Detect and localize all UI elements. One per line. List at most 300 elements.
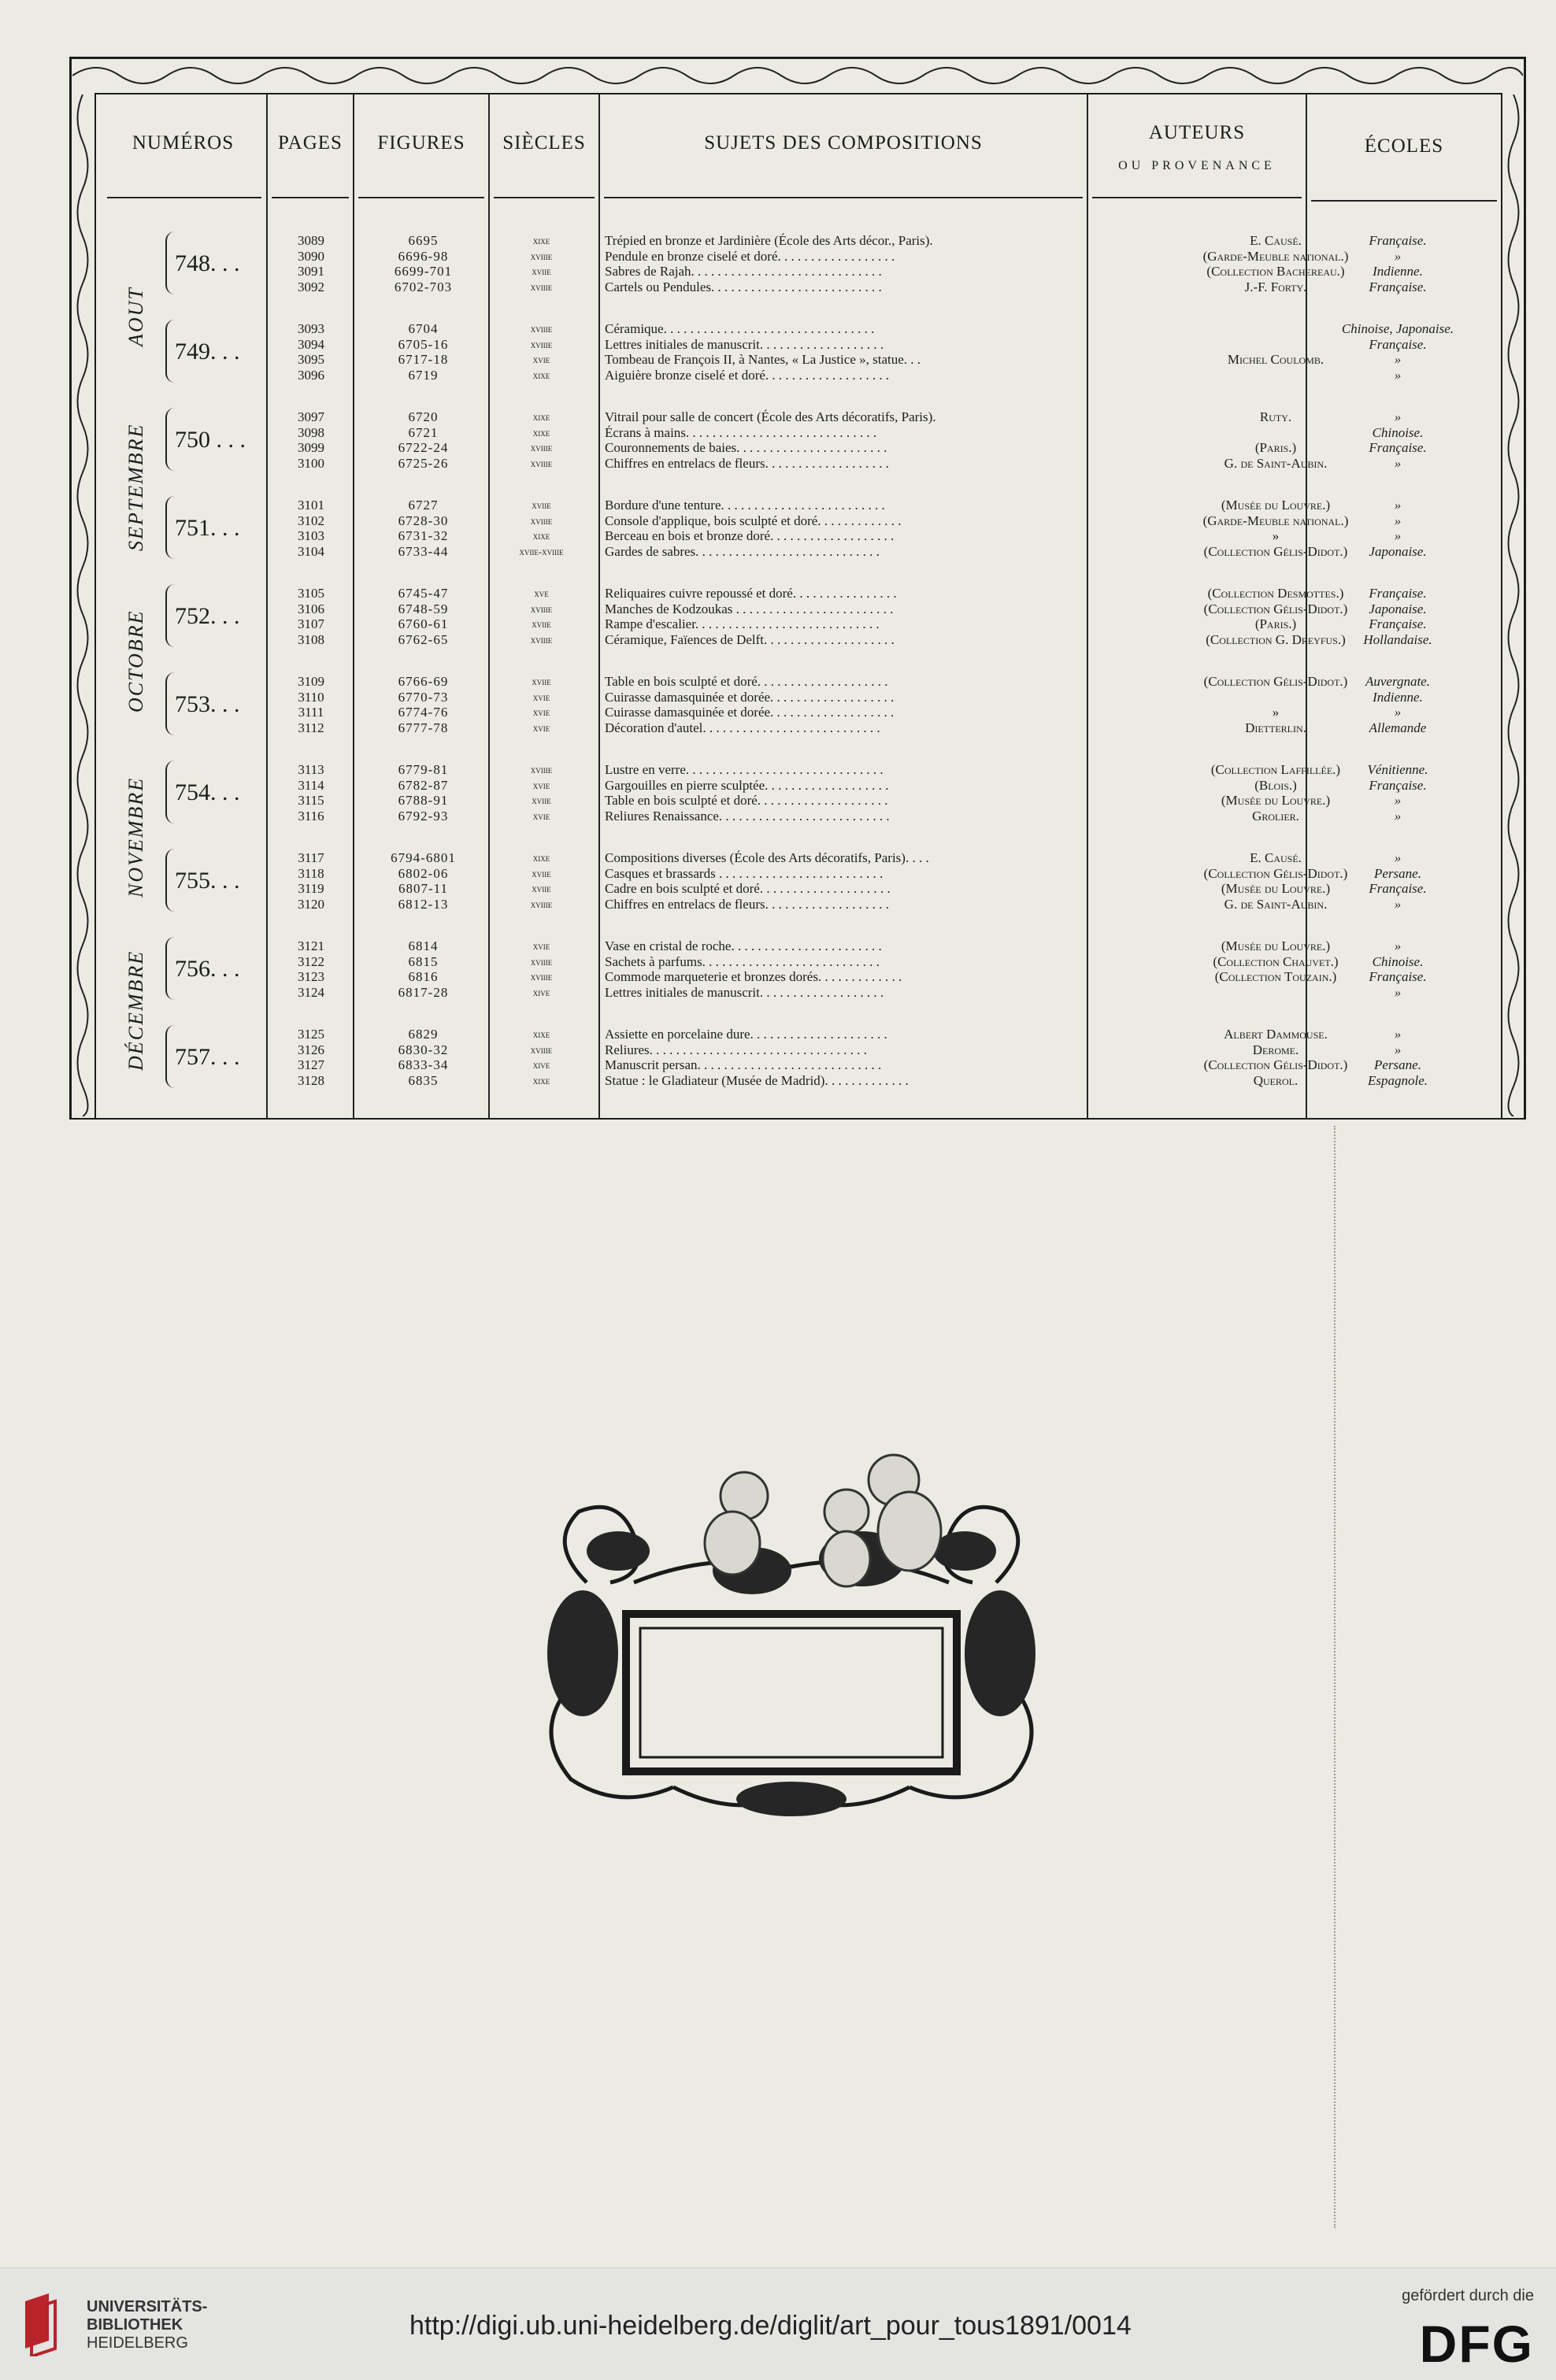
- sujet-cell: Décoration d'autel. . . . . . . . . . . . . . . . . . . . . . . . . . .: [605, 720, 880, 735]
- figure-cell: 6705-16: [398, 336, 449, 352]
- page-cell: 3128: [298, 1072, 324, 1088]
- auteur-cell: Grolier.: [1252, 808, 1299, 824]
- ecole-cell: »: [1394, 409, 1402, 424]
- table-row: [0, 881, 1556, 896]
- library-name: [87, 2298, 207, 2352]
- figure-cell: 6696-98: [398, 248, 449, 264]
- table-row: [0, 264, 1556, 279]
- sujet-cell: Table en bois sculpté et doré. . . . . . . . . . . . . . . . . . . .: [605, 793, 888, 808]
- frame-bottom: [69, 1118, 1526, 1120]
- ecole-cell: »: [1394, 1027, 1402, 1042]
- page-gutter-dots: [1334, 1126, 1336, 2228]
- page-cell: 3123: [298, 969, 324, 984]
- table-row: [0, 352, 1556, 367]
- table-row: [0, 321, 1556, 336]
- auteur-cell: (Collection Gélis-Didot.): [1203, 543, 1348, 559]
- ecole-cell: Persane.: [1374, 1057, 1421, 1072]
- siecle-cell: xviiie: [530, 764, 553, 775]
- figure-cell: 6725-26: [398, 455, 449, 471]
- page-cell: 3113: [298, 762, 324, 777]
- page-cell: 3110: [298, 689, 324, 705]
- figure-cell: 6766-69: [398, 674, 449, 689]
- siecle-cell: xixe: [532, 235, 550, 246]
- figure-cell: 6733-44: [398, 543, 449, 559]
- ecole-cell: Chinoise, Japonaise.: [1341, 321, 1454, 336]
- university-library-logo-icon: [17, 2293, 72, 2356]
- ecole-cell: »: [1394, 513, 1402, 528]
- page-cell: 3125: [298, 1027, 324, 1042]
- table-row: [0, 1073, 1556, 1088]
- sujet-cell: Reliquaires cuivre repoussé et doré. . . . . . . . . . . . . . . .: [605, 586, 897, 601]
- figure-cell: 6720: [408, 409, 439, 424]
- table-row: [0, 778, 1556, 793]
- library-name-line2: BIBLIOTHEK: [87, 2316, 183, 2334]
- siecle-cell: xive: [532, 986, 550, 998]
- figure-cell: 6745-47: [398, 586, 449, 601]
- siecle-cell: xvie: [532, 706, 550, 718]
- table-row: [0, 897, 1556, 912]
- numero-label: 754. . .: [175, 779, 240, 805]
- auteur-cell: (Collection G. Dreyfus.): [1206, 631, 1346, 647]
- ecole-cell: Française.: [1369, 881, 1427, 896]
- figure-cell: 6794-6801: [391, 850, 456, 865]
- sujet-cell: Céramique. . . . . . . . . . . . . . . . . . . . . . . . . . . . . . . .: [605, 321, 875, 336]
- figure-cell: 6770-73: [398, 689, 449, 705]
- sujet-cell: Gardes de sabres. . . . . . . . . . . . . . . . . . . . . . . . . . . .: [605, 543, 880, 559]
- auteur-cell: (Garde-Meuble national.): [1202, 513, 1349, 528]
- figure-cell: 6782-87: [398, 777, 449, 793]
- table-row: [0, 969, 1556, 984]
- siecle-cell: xviiie: [530, 971, 553, 983]
- page-cell: 3098: [298, 424, 324, 440]
- auteur-cell: Querol.: [1253, 1072, 1299, 1088]
- source-url-link[interactable]: http://digi.ub.uni-heidelberg.de/diglit/art_pour_tous1891/0014: [409, 2311, 1132, 2341]
- sujet-cell: Reliures Renaissance. . . . . . . . . . . . . . . . . . . . . . . . . .: [605, 808, 890, 824]
- ecole-cell: Indienne.: [1373, 689, 1423, 705]
- table-row: [0, 586, 1556, 601]
- header-rule-3: [358, 197, 484, 198]
- cherub-cartouche-ornament: [516, 1449, 1067, 1827]
- numero-label: 748. . .: [175, 250, 240, 276]
- sujet-cell: Lustre en verre. . . . . . . . . . . . . . . . . . . . . . . . . . . . . .: [605, 762, 884, 777]
- auteur-cell: Michel Coulomb.: [1227, 352, 1324, 367]
- sujet-cell: Lettres initiales de manuscrit. . . . . . . . . . . . . . . . . . .: [605, 336, 884, 352]
- auteur-cell: (Collection Laffillée.): [1210, 762, 1341, 777]
- auteur-cell: (Collection Bachereau.): [1206, 264, 1345, 279]
- ecole-cell: Hollandaise.: [1363, 631, 1432, 647]
- sujet-cell: Chiffres en entrelacs de fleurs. . . . . . . . . . . . . . . . . . .: [605, 896, 889, 912]
- frame-top-inner: [94, 93, 1501, 94]
- header-rule-5: [604, 197, 1083, 198]
- sujet-cell: Sachets à parfums. . . . . . . . . . . . . . . . . . . . . . . . . . .: [605, 953, 880, 969]
- header-ecoles: ÉCOLES: [1364, 135, 1444, 157]
- siecle-cell: xixe: [532, 1028, 550, 1040]
- ecole-cell: Française.: [1369, 336, 1427, 352]
- ecole-cell: Persane.: [1374, 865, 1421, 881]
- ecole-cell: »: [1394, 705, 1402, 720]
- ecole-cell: »: [1394, 850, 1402, 865]
- siecle-cell: xviiie: [530, 338, 553, 350]
- page-cell: 3121: [298, 938, 324, 953]
- numero-label: 749. . .: [175, 339, 240, 365]
- footer-banner: [0, 2267, 1556, 2380]
- siecle-cell: xvie: [532, 353, 550, 365]
- sujet-cell: Gargouilles en pierre sculptée. . . . . . . . . . . . . . . . . . .: [605, 777, 889, 793]
- figure-cell: 6699-701: [394, 264, 453, 279]
- page-cell: 3114: [298, 777, 324, 793]
- siecle-cell: xvie: [532, 940, 550, 952]
- sujet-cell: Cartels ou Pendules. . . . . . . . . . . . . . . . . . . . . . . . . .: [605, 279, 882, 294]
- auteur-cell: Ruty.: [1259, 409, 1292, 424]
- sujet-cell: Commode marqueterie et bronzes dorés. . . . . . . . . . . . .: [605, 969, 902, 984]
- siecle-cell: xviiie: [530, 633, 553, 646]
- siecle-cell: xvie: [532, 721, 550, 734]
- table-row: [0, 425, 1556, 440]
- figure-cell: 6702-703: [394, 279, 453, 294]
- sujet-cell: Reliures. . . . . . . . . . . . . . . . . . . . . . . . . . . . . . . . .: [605, 1042, 867, 1057]
- page-cell: 3101: [298, 498, 324, 513]
- page-cell: 3090: [298, 248, 324, 264]
- auteur-cell: (Blois.): [1254, 777, 1297, 793]
- header-sujets: SUJETS DES COMPOSITIONS: [704, 132, 983, 154]
- ecole-cell: Française.: [1369, 969, 1427, 984]
- ecole-cell: Japonaise.: [1369, 601, 1427, 616]
- table-row: [0, 632, 1556, 647]
- ecole-cell: Auvergnate.: [1365, 674, 1430, 689]
- ecole-cell: Espagnole.: [1367, 1072, 1428, 1088]
- table-row: [0, 249, 1556, 264]
- sujet-cell: Console d'applique, bois sculpté et doré. . . . . . . . . . . . .: [605, 513, 902, 528]
- ecole-cell: Française.: [1369, 440, 1427, 455]
- siecle-cell: xviiie: [530, 602, 553, 615]
- sujet-cell: Assiette en porcelaine dure. . . . . . . . . . . . . . . . . . . . .: [605, 1027, 887, 1042]
- library-name-line3: HEIDELBERG: [87, 2334, 188, 2352]
- siecle-cell: xvie: [532, 779, 550, 791]
- sujet-cell: Couronnements de baies. . . . . . . . . . . . . . . . . . . . . . .: [605, 440, 887, 455]
- page-cell: 3094: [298, 336, 324, 352]
- sujet-cell: Tombeau de François II, à Nantes, « La Justice », statue. . .: [605, 352, 921, 367]
- ecole-cell: »: [1394, 248, 1402, 264]
- table-row: [0, 674, 1556, 689]
- header-rule-1: [107, 197, 261, 198]
- table-row: [0, 1042, 1556, 1057]
- figure-cell: 6816: [408, 969, 439, 984]
- sujet-cell: Cadre en bois sculpté et doré. . . . . . . . . . . . . . . . . . . .: [605, 881, 891, 896]
- table-row: [0, 616, 1556, 631]
- sujet-cell: Casques et brassards . . . . . . . . . . . . . . . . . . . . . . . . .: [605, 865, 884, 881]
- siecle-cell: xixe: [532, 1074, 550, 1086]
- siecle-cell: xve: [534, 587, 549, 599]
- funded-by-label: gefördert durch die: [1402, 2287, 1534, 2304]
- table-row: [0, 1057, 1556, 1072]
- vine-border-top: [72, 60, 1523, 91]
- figure-cell: 6777-78: [398, 720, 449, 735]
- page-cell: 3118: [298, 865, 324, 881]
- page-cell: 3093: [298, 321, 324, 336]
- siecle-cell: xvie: [532, 809, 550, 822]
- figure-cell: 6774-76: [398, 705, 449, 720]
- page-cell: 3092: [298, 279, 324, 294]
- table-row: [0, 456, 1556, 471]
- frame-top-outer: [69, 57, 1526, 59]
- figure-cell: 6835: [408, 1072, 439, 1088]
- page-cell: 3097: [298, 409, 324, 424]
- siecle-cell: xviiie: [530, 280, 553, 293]
- sujet-cell: Rampe d'escalier. . . . . . . . . . . . . . . . . . . . . . . . . . . .: [605, 616, 880, 631]
- sujet-cell: Chiffres en entrelacs de fleurs. . . . . . . . . . . . . . . . . . .: [605, 455, 889, 471]
- ecole-cell: »: [1394, 352, 1402, 367]
- header-rule-6: [1092, 197, 1302, 198]
- page-cell: 3122: [298, 953, 324, 969]
- page-cell: 3100: [298, 455, 324, 471]
- table-row: [0, 409, 1556, 424]
- figure-cell: 6721: [408, 424, 439, 440]
- auteur-cell: »: [1272, 705, 1280, 720]
- sujet-cell: Sabres de Rajah. . . . . . . . . . . . . . . . . . . . . . . . . . . . .: [605, 264, 882, 279]
- siecle-cell: xviie: [532, 499, 551, 511]
- figure-cell: 6829: [408, 1027, 439, 1042]
- page-cell: 3116: [298, 808, 324, 824]
- ecole-cell: »: [1394, 367, 1402, 383]
- table-row: [0, 368, 1556, 383]
- siecle-cell: xviiie: [530, 457, 553, 469]
- page-cell: 3105: [298, 586, 324, 601]
- siecle-cell: xixe: [532, 368, 550, 381]
- ecole-cell: »: [1394, 984, 1402, 1000]
- figure-cell: 6812-13: [398, 896, 449, 912]
- auteur-cell: (Musée du Louvre.): [1221, 793, 1331, 808]
- auteur-cell: (Musée du Louvre.): [1221, 881, 1331, 896]
- figure-cell: 6762-65: [398, 631, 449, 647]
- numero-label: 753. . .: [175, 691, 240, 717]
- siecle-cell: xviiie: [530, 898, 553, 910]
- auteur-cell: (Garde-Meuble national.): [1202, 248, 1349, 264]
- table-row: [0, 513, 1556, 528]
- sujet-cell: Écrans à mains. . . . . . . . . . . . . . . . . . . . . . . . . . . . .: [605, 424, 877, 440]
- sujet-cell: Berceau en bois et bronze doré. . . . . . . . . . . . . . . . . . .: [605, 528, 895, 543]
- sujet-cell: Trépied en bronze et Jardinière (École des Arts décor., Paris).: [605, 233, 933, 248]
- header-provenance: OU PROVENANCE: [1118, 159, 1276, 172]
- auteur-cell: (Musée du Louvre.): [1221, 498, 1331, 513]
- sujet-cell: Pendule en bronze ciselé et doré. . . . . . . . . . . . . . . . . .: [605, 248, 895, 264]
- table-row: [0, 1027, 1556, 1042]
- auteur-cell: Dietterlin.: [1245, 720, 1306, 735]
- page-cell: 3104: [298, 543, 324, 559]
- auteur-cell: E. Causé.: [1250, 233, 1302, 248]
- siecle-cell: xive: [532, 1059, 550, 1071]
- table-row: [0, 938, 1556, 953]
- header-auteurs: AUTEURS: [1148, 122, 1246, 143]
- month-novembre: NOVEMBRE: [124, 776, 147, 898]
- table-row: [0, 528, 1556, 543]
- table-row: [0, 954, 1556, 969]
- siecle-cell: xviie: [532, 618, 551, 630]
- siecle-cell: xviie: [532, 676, 551, 687]
- figure-cell: 6792-93: [398, 808, 449, 824]
- figure-cell: 6704: [408, 321, 439, 336]
- header-rule-7: [1311, 200, 1497, 202]
- month-decembre: DÉCEMBRE: [124, 949, 147, 1071]
- siecle-cell: xviiie: [530, 514, 553, 527]
- sujet-cell: Cuirasse damasquinée et dorée. . . . . . . . . . . . . . . . . . .: [605, 705, 895, 720]
- ecole-cell: Chinoise.: [1372, 953, 1424, 969]
- figure-cell: 6748-59: [398, 601, 449, 616]
- sujet-cell: Cuirasse damasquinée et dorée. . . . . . . . . . . . . . . . . . .: [605, 689, 895, 705]
- page-cell: 3109: [298, 674, 324, 689]
- table-row: [0, 337, 1556, 352]
- sujet-cell: Aiguière bronze ciselé et doré. . . . . . . . . . . . . . . . . . .: [605, 367, 890, 383]
- table-row: [0, 705, 1556, 720]
- ecole-cell: Japonaise.: [1369, 543, 1427, 559]
- figure-cell: 6814: [408, 938, 439, 953]
- numero-label: 752. . .: [175, 603, 240, 629]
- dfg-logo: DFG: [1419, 2315, 1534, 2373]
- numero-label: 757. . .: [175, 1044, 240, 1070]
- header-numeros: NUMÉROS: [132, 132, 235, 154]
- siecle-cell: xviie: [532, 867, 551, 879]
- month-septembre: SEPTEMBRE: [124, 423, 147, 551]
- auteur-cell: (Collection Gélis-Didot.): [1203, 601, 1348, 616]
- page-cell: 3099: [298, 440, 324, 455]
- sujet-cell: Céramique, Faïences de Delft. . . . . . . . . . . . . . . . . . . .: [605, 631, 895, 647]
- table-row: [0, 793, 1556, 808]
- figure-cell: 6817-28: [398, 984, 449, 1000]
- header-siecles: SIÈCLES: [502, 132, 586, 154]
- sujet-cell: Statue : le Gladiateur (Musée de Madrid). . . . . . . . . . . . .: [605, 1072, 909, 1088]
- figure-cell: 6802-06: [398, 865, 449, 881]
- figure-cell: 6830-32: [398, 1042, 449, 1057]
- sujet-cell: Manches de Kodzoukas . . . . . . . . . . . . . . . . . . . . . . . .: [605, 601, 894, 616]
- auteur-cell: (Collection Chauvet.): [1213, 953, 1339, 969]
- siecle-cell: xviiie: [530, 955, 553, 968]
- auteur-cell: »: [1272, 528, 1280, 543]
- siecle-cell: xviiie: [530, 250, 553, 262]
- siecle-cell: xviie: [532, 883, 551, 894]
- sujet-cell: Vase en cristal de roche. . . . . . . . . . . . . . . . . . . . . . .: [605, 938, 882, 953]
- header-figures: FIGURES: [377, 132, 465, 154]
- siecle-cell: xvie: [532, 690, 550, 703]
- page-cell: 3126: [298, 1042, 324, 1057]
- figure-cell: 6788-91: [398, 793, 449, 808]
- table-row: [0, 440, 1556, 455]
- numero-label: 750 . . .: [175, 427, 246, 453]
- table-row: [0, 850, 1556, 865]
- siecle-cell: xixe: [532, 530, 550, 542]
- auteur-cell: (Collection Gélis-Didot.): [1203, 674, 1348, 689]
- auteur-cell: (Collection Desmottes.): [1207, 586, 1344, 601]
- page-cell: 3108: [298, 631, 324, 647]
- siecle-cell: xviiie: [530, 323, 553, 335]
- table-row: [0, 866, 1556, 881]
- ecole-cell: Française.: [1369, 233, 1427, 248]
- page-cell: 3112: [298, 720, 324, 735]
- ecole-cell: Allemande: [1369, 720, 1427, 735]
- table-row: [0, 279, 1556, 294]
- auteur-cell: E. Causé.: [1250, 850, 1302, 865]
- ecole-cell: »: [1394, 896, 1402, 912]
- figure-cell: 6695: [408, 233, 439, 248]
- table-row: [0, 233, 1556, 248]
- page-cell: 3106: [298, 601, 324, 616]
- auteur-cell: J.-F. Forty.: [1244, 279, 1307, 294]
- figure-cell: 6833-34: [398, 1057, 449, 1072]
- page-cell: 3115: [298, 793, 324, 808]
- page-cell: 3124: [298, 984, 324, 1000]
- siecle-cell: xviiie: [530, 442, 553, 453]
- header-pages: PAGES: [278, 132, 343, 154]
- table-row: [0, 985, 1556, 1000]
- siecle-cell: xixe: [532, 426, 550, 439]
- auteur-cell: Derome.: [1252, 1042, 1299, 1057]
- figure-cell: 6779-81: [398, 762, 449, 777]
- ecole-cell: Française.: [1369, 586, 1427, 601]
- siecle-cell: xviie: [532, 794, 551, 806]
- ecole-cell: »: [1394, 498, 1402, 513]
- sujet-cell: Bordure d'une tenture. . . . . . . . . . . . . . . . . . . . . . . . .: [605, 498, 885, 513]
- figure-cell: 6727: [408, 498, 439, 513]
- figure-cell: 6728-30: [398, 513, 449, 528]
- figure-cell: 6731-32: [398, 528, 449, 543]
- table-row: [0, 720, 1556, 735]
- figure-cell: 6815: [408, 953, 439, 969]
- auteur-cell: (Collection Gélis-Didot.): [1203, 1057, 1348, 1072]
- table-row: [0, 498, 1556, 513]
- ecole-cell: »: [1394, 793, 1402, 808]
- month-aout: AOUT: [124, 287, 147, 346]
- header-rule-2: [272, 197, 349, 198]
- figure-cell: 6717-18: [398, 352, 449, 367]
- figure-cell: 6722-24: [398, 440, 449, 455]
- page-cell: 3102: [298, 513, 324, 528]
- page-cell: 3117: [298, 850, 324, 865]
- table-row: [0, 809, 1556, 824]
- page-cell: 3096: [298, 367, 324, 383]
- siecle-cell: xviiie: [530, 1043, 553, 1056]
- sujet-cell: Vitrail pour salle de concert (École des Arts décoratifs, Paris).: [605, 409, 936, 424]
- ecole-cell: Française.: [1369, 777, 1427, 793]
- page-cell: 3119: [298, 881, 324, 896]
- page-cell: 3089: [298, 233, 324, 248]
- library-name-line1: UNIVERSITÄTS-: [87, 2298, 208, 2315]
- page-cell: 3120: [298, 896, 324, 912]
- auteur-cell: (Collection Gélis-Didot.): [1203, 865, 1348, 881]
- siecle-cell: xviie-xviiie: [519, 545, 564, 557]
- page-cell: 3091: [298, 264, 324, 279]
- auteur-cell: Albert Dammouse.: [1224, 1027, 1328, 1042]
- ecole-cell: »: [1394, 1042, 1402, 1057]
- ecole-cell: Vénitienne.: [1367, 762, 1428, 777]
- sujet-cell: Manuscrit persan. . . . . . . . . . . . . . . . . . . . . . . . . . . .: [605, 1057, 882, 1072]
- ecole-cell: Chinoise.: [1372, 424, 1424, 440]
- ecole-cell: Indienne.: [1373, 264, 1423, 279]
- auteur-cell: (Collection Touzain.): [1214, 969, 1337, 984]
- ecole-cell: Française.: [1369, 616, 1427, 631]
- siecle-cell: xviie: [532, 265, 551, 277]
- siecle-cell: xixe: [532, 852, 550, 864]
- table-row: [0, 544, 1556, 559]
- page-cell: 3095: [298, 352, 324, 367]
- auteur-cell: (Paris.): [1254, 440, 1297, 455]
- ecole-cell: »: [1394, 455, 1402, 471]
- page-cell: 3127: [298, 1057, 324, 1072]
- auteur-cell: (Musée du Louvre.): [1221, 938, 1331, 953]
- numero-label: 756. . .: [175, 956, 240, 982]
- ecole-cell: »: [1394, 938, 1402, 953]
- numero-label: 755. . .: [175, 868, 240, 894]
- page-cell: 3103: [298, 528, 324, 543]
- figure-cell: 6719: [408, 367, 439, 383]
- auteur-cell: (Paris.): [1254, 616, 1297, 631]
